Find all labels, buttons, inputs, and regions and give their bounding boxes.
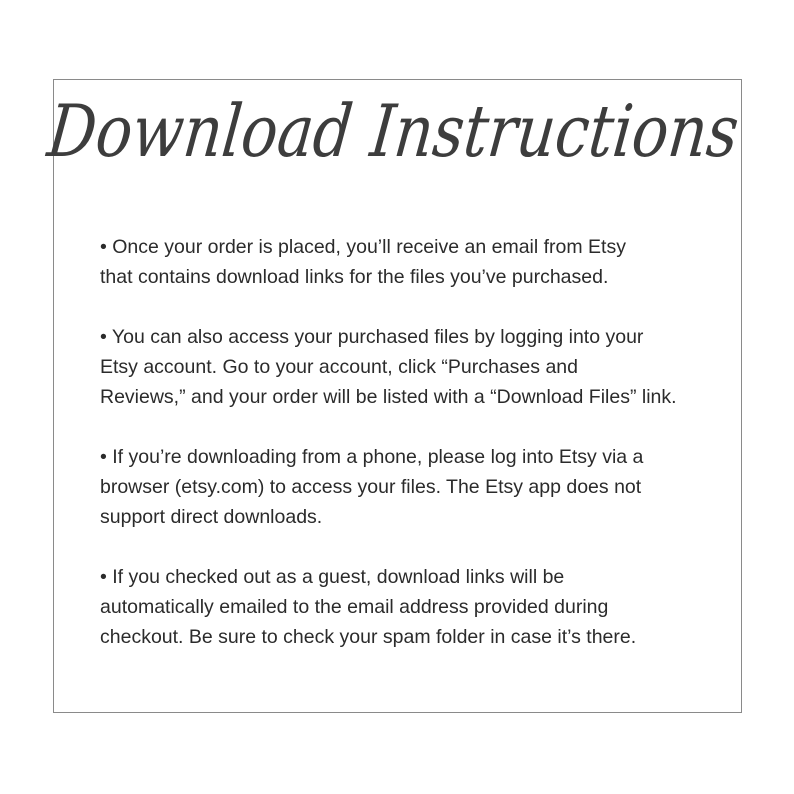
paragraph-line: automatically emailed to the email address provided during — [100, 596, 609, 618]
instruction-paragraph-phone — [100, 442, 740, 532]
paragraph-line: Reviews,” and your order will be listed with a “Download Files” link. — [100, 386, 677, 408]
instructions-body — [100, 232, 740, 682]
instruction-paragraph-account — [100, 322, 740, 412]
instruction-paragraph-guest — [100, 562, 740, 652]
paragraph-line: browser (etsy.com) to access your files. The Etsy app does not — [100, 476, 642, 498]
paragraph-line: • Once your order is placed, you’ll receive an email from Etsy — [100, 236, 626, 258]
paragraph-line: checkout. Be sure to check your spam folder in case it’s there. — [100, 626, 637, 648]
paragraph-line: • If you’re downloading from a phone, please log into Etsy via a — [100, 446, 644, 468]
paragraph-line: Etsy account. Go to your account, click “Purchases and — [100, 356, 578, 378]
paragraph-line: • You can also access your purchased files by logging into your — [100, 326, 644, 348]
paragraph-line: • If you checked out as a guest, download links will be — [100, 566, 565, 588]
page-title: Download Instructions — [43, 90, 743, 174]
paragraph-line: that contains download links for the files you’ve purchased. — [100, 266, 609, 288]
paragraph-line: support direct downloads. — [100, 506, 323, 528]
instruction-paragraph-email — [100, 232, 740, 292]
